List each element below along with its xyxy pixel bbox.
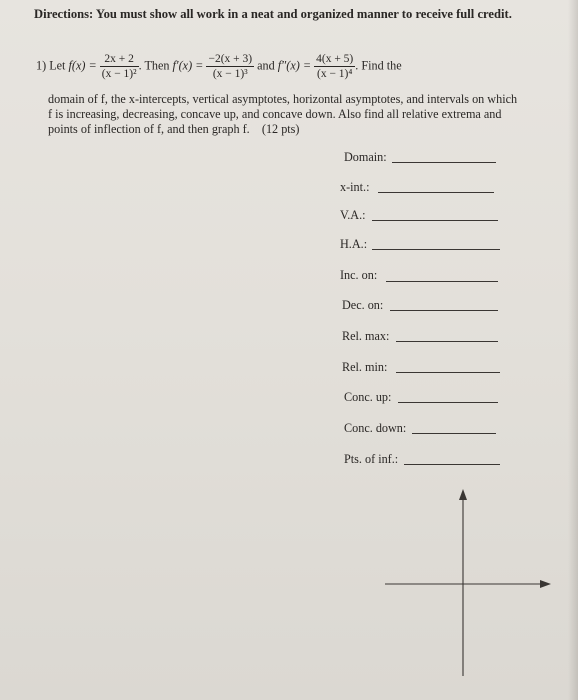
answer-label-conc-down: Conc. down: bbox=[344, 421, 407, 435]
answer-label-rel-max: Rel. max: bbox=[342, 329, 390, 343]
answer-label-inc: Inc. on: bbox=[340, 268, 378, 282]
f-denominator: (x − 1)² bbox=[101, 68, 137, 80]
problem-body-text: domain of f, the x-intercepts, vertical asymptotes, horizontal asymptotes, and intervals on which f is increasing, decreasing, concave up, and concave down. Also find all relative extrema and points of inflection of f, and then graph f. bbox=[48, 92, 518, 136]
fprime-lhs: f′(x) = bbox=[172, 58, 204, 73]
f-lhs: f(x) = bbox=[68, 58, 97, 73]
fdoubleprime-lhs: f″(x) = bbox=[277, 58, 312, 73]
fdoubleprime-numerator: 4(x + 5) bbox=[316, 53, 354, 65]
fdoubleprime-denominator: (x − 1)⁴ bbox=[316, 68, 353, 80]
problem-number: 1) bbox=[36, 58, 47, 73]
points-value: (12 pts) bbox=[261, 122, 300, 136]
y-axis-arrow-icon bbox=[459, 489, 467, 500]
let-text: Let bbox=[49, 58, 66, 73]
find-text: . Find the bbox=[355, 58, 402, 73]
directions-text: Directions: You must show all work in a neat and organized manner to receive full credit. bbox=[34, 7, 512, 21]
answer-label-dec: Dec. on: bbox=[342, 298, 384, 312]
answer-label-domain: Domain: bbox=[344, 150, 387, 164]
then-text: . Then bbox=[138, 58, 170, 73]
answer-label-conc-up: Conc. up: bbox=[344, 390, 392, 404]
answer-label-rel-min: Rel. min: bbox=[342, 360, 388, 374]
x-axis-arrow-icon bbox=[540, 580, 551, 588]
fprime-denominator: (x − 1)³ bbox=[212, 68, 248, 80]
answer-label-pts-inf: Pts. of inf.: bbox=[344, 452, 399, 466]
and-text: and bbox=[257, 58, 275, 73]
answer-label-x-int: x-int.: bbox=[340, 180, 370, 194]
f-numerator: 2x + 2 bbox=[100, 52, 139, 67]
answer-label-va: V.A.: bbox=[340, 208, 366, 222]
fprime-numerator: −2(x + 3) bbox=[208, 53, 253, 65]
answer-label-ha: H.A.: bbox=[340, 237, 368, 251]
